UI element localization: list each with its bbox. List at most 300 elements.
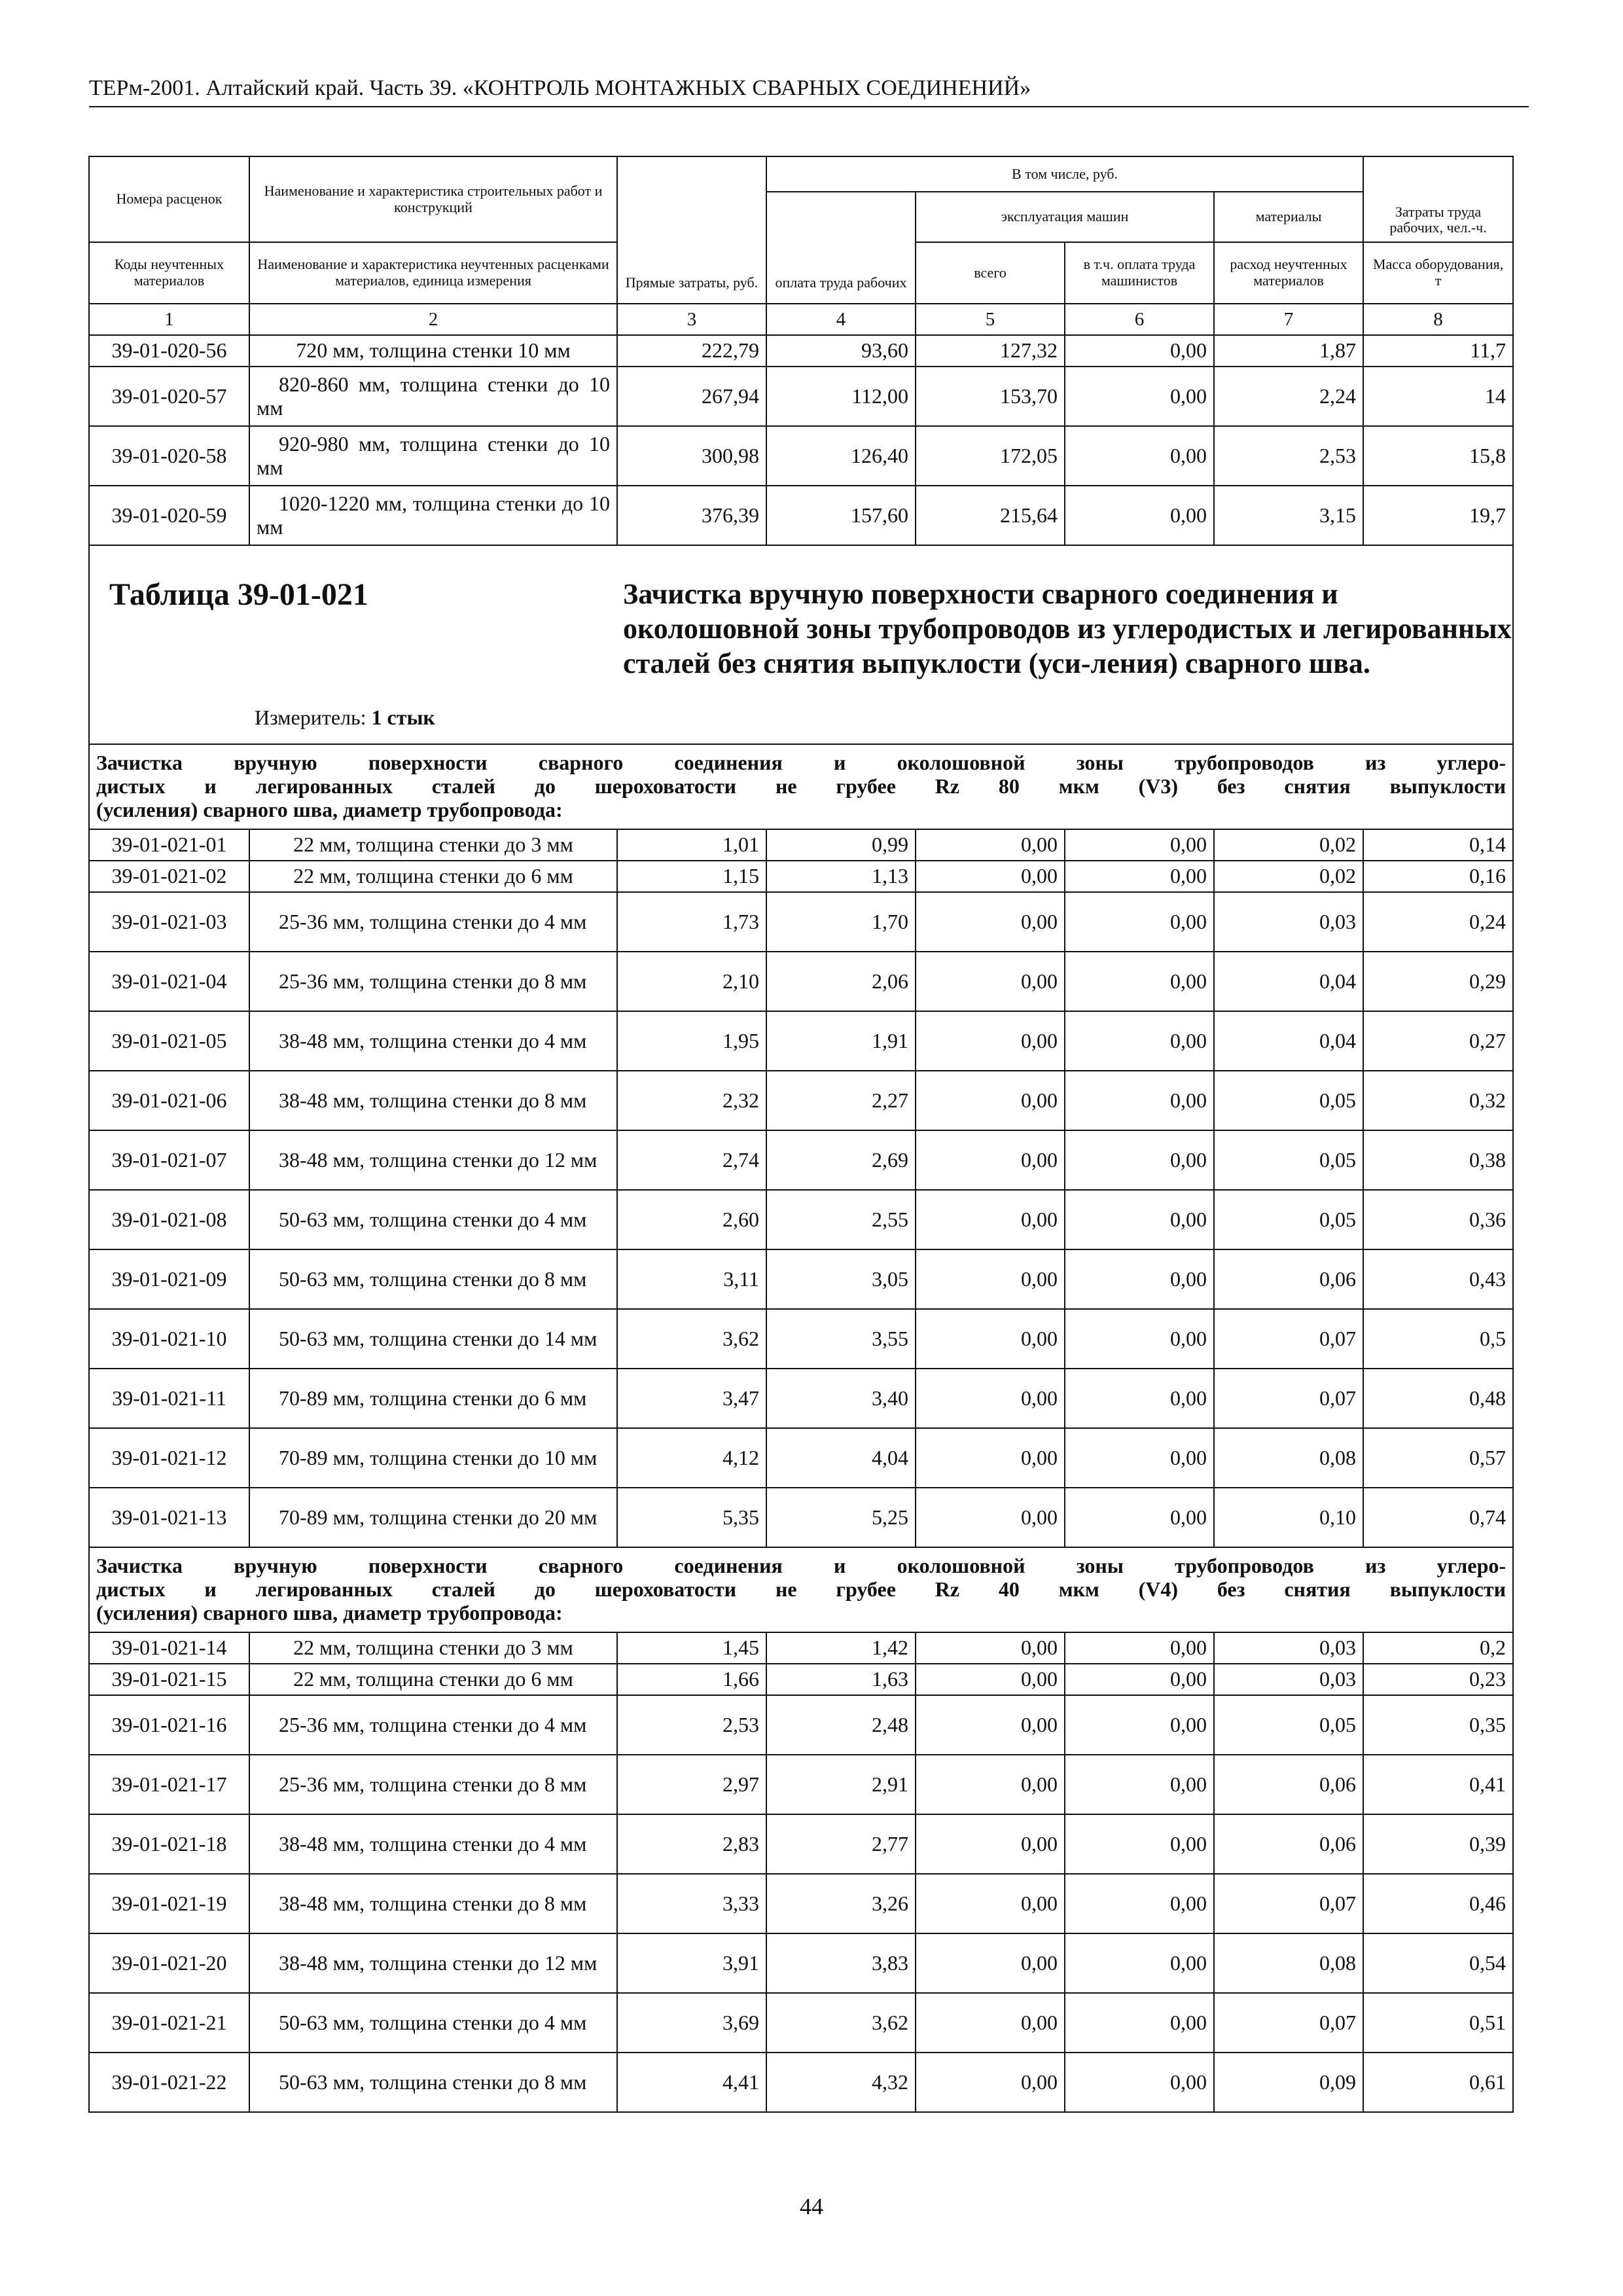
header-incl-drivers: в т.ч. оплата труда машинистов bbox=[1065, 242, 1214, 304]
value-labor: 0,23 bbox=[1363, 1664, 1513, 1695]
row-name-cell bbox=[249, 2053, 617, 2112]
value-wages: 2,06 bbox=[766, 952, 916, 1011]
row-name-cell bbox=[249, 1071, 617, 1130]
row-name: 38-48 мм, толщина стенки до 8 мм bbox=[279, 1891, 587, 1915]
header-mass: Масса оборудования, т bbox=[1363, 242, 1513, 304]
table-row bbox=[89, 1814, 1513, 1874]
row-name-cell bbox=[249, 1369, 617, 1428]
value-labor: 0,32 bbox=[1363, 1071, 1513, 1130]
row-name-cell bbox=[249, 1632, 617, 1664]
row-name: 25-36 мм, толщина стенки до 4 мм bbox=[279, 1712, 587, 1736]
table-title-block bbox=[89, 545, 1513, 744]
rate-code: 39-01-020-57 bbox=[89, 367, 249, 426]
table-row bbox=[89, 861, 1513, 892]
value-materials: 0,05 bbox=[1214, 1130, 1363, 1190]
value-machines: 0,00 bbox=[916, 1933, 1065, 1993]
value-drivers: 0,00 bbox=[1065, 829, 1214, 861]
section-heading-row bbox=[89, 744, 1513, 829]
value-machines: 0,00 bbox=[916, 2053, 1065, 2112]
table-row bbox=[89, 426, 1513, 486]
value-wages: 3,62 bbox=[766, 1993, 916, 2053]
row-name-cell bbox=[249, 1695, 617, 1755]
value-machines: 0,00 bbox=[916, 1428, 1065, 1488]
value-labor: 0,61 bbox=[1363, 2053, 1513, 2112]
value-direct: 376,39 bbox=[617, 486, 766, 545]
value-wages: 3,83 bbox=[766, 1933, 916, 1993]
rate-code: 39-01-021-09 bbox=[89, 1249, 249, 1309]
value-wages: 2,91 bbox=[766, 1755, 916, 1814]
table-row bbox=[89, 486, 1513, 545]
value-materials: 0,04 bbox=[1214, 1011, 1363, 1071]
row-name: 38-48 мм, толщина стенки до 4 мм bbox=[279, 1831, 587, 1856]
table-row bbox=[89, 335, 1513, 367]
value-labor: 0,16 bbox=[1363, 861, 1513, 892]
value-wages: 5,25 bbox=[766, 1488, 916, 1547]
value-direct: 2,97 bbox=[617, 1755, 766, 1814]
row-name: 920-980 мм, толщина стенки до 10 мм bbox=[257, 431, 610, 479]
value-wages: 93,60 bbox=[766, 335, 916, 367]
table-row bbox=[89, 1632, 1513, 1664]
value-labor: 0,35 bbox=[1363, 1695, 1513, 1755]
value-wages: 2,69 bbox=[766, 1130, 916, 1190]
value-materials: 0,08 bbox=[1214, 1933, 1363, 1993]
value-materials: 2,53 bbox=[1214, 426, 1363, 486]
value-labor: 15,8 bbox=[1363, 426, 1513, 486]
value-machines: 172,05 bbox=[916, 426, 1065, 486]
value-wages: 1,42 bbox=[766, 1632, 916, 1664]
column-number: 3 bbox=[617, 304, 766, 335]
table-row bbox=[89, 1190, 1513, 1249]
column-number: 2 bbox=[249, 304, 617, 335]
header-materials: материалы bbox=[1214, 192, 1363, 242]
value-direct: 1,66 bbox=[617, 1664, 766, 1695]
value-machines: 0,00 bbox=[916, 1249, 1065, 1309]
value-labor: 0,74 bbox=[1363, 1488, 1513, 1547]
value-machines: 0,00 bbox=[916, 1874, 1065, 1933]
value-materials: 0,04 bbox=[1214, 952, 1363, 1011]
row-name: 70-89 мм, толщина стенки до 6 мм bbox=[279, 1386, 587, 1410]
rate-code: 39-01-021-18 bbox=[89, 1814, 249, 1874]
rate-code: 39-01-021-13 bbox=[89, 1488, 249, 1547]
table-row bbox=[89, 1664, 1513, 1695]
value-direct: 2,83 bbox=[617, 1814, 766, 1874]
row-name: 38-48 мм, толщина стенки до 12 мм bbox=[279, 1950, 597, 1975]
row-name-cell bbox=[249, 1249, 617, 1309]
rate-code: 39-01-021-10 bbox=[89, 1309, 249, 1369]
value-materials: 0,03 bbox=[1214, 1664, 1363, 1695]
row-name-cell bbox=[249, 335, 617, 367]
table-title-row bbox=[89, 545, 1513, 744]
value-direct: 3,62 bbox=[617, 1309, 766, 1369]
column-number: 8 bbox=[1363, 304, 1513, 335]
table-row bbox=[89, 952, 1513, 1011]
rate-code: 39-01-020-56 bbox=[89, 335, 249, 367]
header-total: всего bbox=[916, 242, 1065, 304]
row-name: 25-36 мм, толщина стенки до 4 мм bbox=[279, 909, 587, 933]
header-name-top: Наименование и характеристика строительных работ и конструкций bbox=[249, 156, 617, 242]
value-drivers: 0,00 bbox=[1065, 1632, 1214, 1664]
value-materials: 0,02 bbox=[1214, 829, 1363, 861]
row-name: 22 мм, толщина стенки до 3 мм bbox=[293, 1636, 573, 1660]
value-drivers: 0,00 bbox=[1065, 1993, 1214, 2053]
row-name: 820-860 мм, толщина стенки до 10 мм bbox=[257, 372, 610, 420]
value-labor: 0,43 bbox=[1363, 1249, 1513, 1309]
value-machines: 0,00 bbox=[916, 1309, 1065, 1369]
value-materials: 0,05 bbox=[1214, 1071, 1363, 1130]
table-row bbox=[89, 1071, 1513, 1130]
value-drivers: 0,00 bbox=[1065, 1933, 1214, 1993]
value-direct: 1,01 bbox=[617, 829, 766, 861]
row-name: 50-63 мм, толщина стенки до 4 мм bbox=[279, 1207, 587, 1231]
rate-code: 39-01-020-58 bbox=[89, 426, 249, 486]
value-drivers: 0,00 bbox=[1065, 1488, 1214, 1547]
value-materials: 0,07 bbox=[1214, 1874, 1363, 1933]
value-materials: 0,06 bbox=[1214, 1814, 1363, 1874]
rate-code: 39-01-021-11 bbox=[89, 1369, 249, 1428]
rate-code: 39-01-020-59 bbox=[89, 486, 249, 545]
table-row bbox=[89, 829, 1513, 861]
value-direct: 5,35 bbox=[617, 1488, 766, 1547]
value-labor: 0,29 bbox=[1363, 952, 1513, 1011]
value-direct: 2,32 bbox=[617, 1071, 766, 1130]
section-heading bbox=[89, 744, 1513, 829]
value-direct: 1,45 bbox=[617, 1632, 766, 1664]
value-materials: 0,10 bbox=[1214, 1488, 1363, 1547]
value-machines: 0,00 bbox=[916, 1130, 1065, 1190]
table-row bbox=[89, 367, 1513, 426]
table-row bbox=[89, 1993, 1513, 2053]
value-machines: 0,00 bbox=[916, 1664, 1065, 1695]
value-machines: 0,00 bbox=[916, 1993, 1065, 2053]
value-materials: 3,15 bbox=[1214, 486, 1363, 545]
row-name-cell bbox=[249, 1993, 617, 2053]
table-row bbox=[89, 1428, 1513, 1488]
value-drivers: 0,00 bbox=[1065, 367, 1214, 426]
table-row bbox=[89, 2053, 1513, 2112]
value-labor: 0,27 bbox=[1363, 1011, 1513, 1071]
header-name-bottom: Наименование и характеристика неучтенных расценками материалов, единица измерения bbox=[249, 242, 617, 304]
value-drivers: 0,00 bbox=[1065, 1874, 1214, 1933]
value-materials: 0,05 bbox=[1214, 1695, 1363, 1755]
table-row bbox=[89, 1755, 1513, 1814]
value-labor: 0,5 bbox=[1363, 1309, 1513, 1369]
value-machines: 0,00 bbox=[916, 892, 1065, 952]
value-labor: 0,51 bbox=[1363, 1993, 1513, 2053]
value-direct: 267,94 bbox=[617, 367, 766, 426]
value-machines: 0,00 bbox=[916, 1369, 1065, 1428]
value-labor: 0,54 bbox=[1363, 1933, 1513, 1993]
value-drivers: 0,00 bbox=[1065, 486, 1214, 545]
value-labor: 0,41 bbox=[1363, 1755, 1513, 1814]
row-name-cell bbox=[249, 861, 617, 892]
value-wages: 157,60 bbox=[766, 486, 916, 545]
rate-code: 39-01-021-16 bbox=[89, 1695, 249, 1755]
row-name-cell bbox=[249, 1933, 617, 1993]
value-wages: 2,27 bbox=[766, 1071, 916, 1130]
value-labor: 0,38 bbox=[1363, 1130, 1513, 1190]
value-machines: 0,00 bbox=[916, 1488, 1065, 1547]
rate-code: 39-01-021-14 bbox=[89, 1632, 249, 1664]
value-wages: 126,40 bbox=[766, 426, 916, 486]
table-row bbox=[89, 1695, 1513, 1755]
row-name: 38-48 мм, толщина стенки до 4 мм bbox=[279, 1028, 587, 1052]
value-wages: 1,63 bbox=[766, 1664, 916, 1695]
rate-code: 39-01-021-01 bbox=[89, 829, 249, 861]
table-row bbox=[89, 1488, 1513, 1547]
value-drivers: 0,00 bbox=[1065, 1249, 1214, 1309]
value-labor: 19,7 bbox=[1363, 486, 1513, 545]
row-name-cell bbox=[249, 1664, 617, 1695]
value-wages: 4,32 bbox=[766, 2053, 916, 2112]
value-machines: 0,00 bbox=[916, 1632, 1065, 1664]
row-name: 50-63 мм, толщина стенки до 14 мм bbox=[279, 1326, 597, 1350]
section-heading-line: дистых и легированных сталей до шероховатости не грубее Rz 80 мкм (V3) без снятия выпуклости bbox=[96, 774, 1507, 798]
table-row bbox=[89, 1130, 1513, 1190]
value-labor: 0,48 bbox=[1363, 1369, 1513, 1428]
header-machines: эксплуатация машин bbox=[916, 192, 1214, 242]
rate-code: 39-01-021-17 bbox=[89, 1755, 249, 1814]
table-row bbox=[89, 1933, 1513, 1993]
row-name: 22 мм, толщина стенки до 3 мм bbox=[293, 833, 573, 857]
measure-unit-value: 1 стык bbox=[371, 706, 435, 729]
row-name-cell bbox=[249, 486, 617, 545]
page-number: 44 bbox=[800, 2193, 823, 2219]
value-labor: 11,7 bbox=[1363, 335, 1513, 367]
value-machines: 0,00 bbox=[916, 1190, 1065, 1249]
row-name: 70-89 мм, толщина стенки до 10 мм bbox=[279, 1445, 597, 1469]
row-name: 25-36 мм, толщина стенки до 8 мм bbox=[279, 969, 587, 993]
value-materials: 0,06 bbox=[1214, 1249, 1363, 1309]
column-number: 1 bbox=[89, 304, 249, 335]
header-incl: В том числе, руб. bbox=[766, 156, 1363, 192]
value-labor: 14 bbox=[1363, 367, 1513, 426]
value-machines: 0,00 bbox=[916, 952, 1065, 1011]
value-drivers: 0,00 bbox=[1065, 1130, 1214, 1190]
header-labor: Затраты труда рабочих, чел.-ч. bbox=[1363, 156, 1513, 242]
value-direct: 2,10 bbox=[617, 952, 766, 1011]
value-direct: 4,12 bbox=[617, 1428, 766, 1488]
row-name: 50-63 мм, толщина стенки до 8 мм bbox=[279, 1266, 587, 1291]
row-name-cell bbox=[249, 367, 617, 426]
value-machines: 0,00 bbox=[916, 861, 1065, 892]
row-name: 50-63 мм, толщина стенки до 8 мм bbox=[279, 2070, 587, 2094]
value-direct: 222,79 bbox=[617, 335, 766, 367]
rate-code: 39-01-021-21 bbox=[89, 1993, 249, 2053]
value-wages: 4,04 bbox=[766, 1428, 916, 1488]
value-direct: 300,98 bbox=[617, 426, 766, 486]
value-wages: 3,55 bbox=[766, 1309, 916, 1369]
row-name: 38-48 мм, толщина стенки до 12 мм bbox=[279, 1147, 597, 1172]
value-drivers: 0,00 bbox=[1065, 952, 1214, 1011]
header-code-bottom: Коды неучтенных материалов bbox=[89, 242, 249, 304]
row-name-cell bbox=[249, 1309, 617, 1369]
value-labor: 0,2 bbox=[1363, 1632, 1513, 1664]
value-direct: 3,69 bbox=[617, 1993, 766, 2053]
value-machines: 0,00 bbox=[916, 1814, 1065, 1874]
rate-code: 39-01-021-03 bbox=[89, 892, 249, 952]
value-wages: 112,00 bbox=[766, 367, 916, 426]
rate-code: 39-01-021-20 bbox=[89, 1933, 249, 1993]
row-name-cell bbox=[249, 426, 617, 486]
value-materials: 0,02 bbox=[1214, 861, 1363, 892]
value-drivers: 0,00 bbox=[1065, 892, 1214, 952]
section-heading-line: Зачистка вручную поверхности сварного соединения и околошовной зоны трубопроводов из углеро- bbox=[96, 751, 1507, 775]
section-heading-line: дистых и легированных сталей до шероховатости не грубее Rz 40 мкм (V4) без снятия выпуклости bbox=[96, 1577, 1507, 1602]
value-machines: 0,00 bbox=[916, 1755, 1065, 1814]
value-wages: 1,13 bbox=[766, 861, 916, 892]
row-name: 50-63 мм, толщина стенки до 4 мм bbox=[279, 2010, 587, 2034]
rate-code: 39-01-021-19 bbox=[89, 1874, 249, 1933]
price-table bbox=[88, 156, 1514, 2113]
table-body bbox=[89, 156, 1513, 2112]
row-name: 25-36 мм, толщина стенки до 8 мм bbox=[279, 1772, 587, 1796]
value-drivers: 0,00 bbox=[1065, 1814, 1214, 1874]
rate-code: 39-01-021-12 bbox=[89, 1428, 249, 1488]
row-name-cell bbox=[249, 892, 617, 952]
row-name-cell bbox=[249, 1874, 617, 1933]
value-drivers: 0,00 bbox=[1065, 1011, 1214, 1071]
table-row bbox=[89, 1369, 1513, 1428]
column-number: 7 bbox=[1214, 304, 1363, 335]
value-materials: 0,09 bbox=[1214, 2053, 1363, 2112]
column-number: 4 bbox=[766, 304, 916, 335]
rate-code: 39-01-021-07 bbox=[89, 1130, 249, 1190]
value-direct: 1,73 bbox=[617, 892, 766, 952]
value-direct: 1,95 bbox=[617, 1011, 766, 1071]
value-drivers: 0,00 bbox=[1065, 861, 1214, 892]
value-drivers: 0,00 bbox=[1065, 2053, 1214, 2112]
value-drivers: 0,00 bbox=[1065, 335, 1214, 367]
section-heading-line: Зачистка вручную поверхности сварного соединения и околошовной зоны трубопроводов из углеро- bbox=[96, 1554, 1507, 1578]
rate-code: 39-01-021-05 bbox=[89, 1011, 249, 1071]
value-drivers: 0,00 bbox=[1065, 1755, 1214, 1814]
measure-unit-label: Измеритель: bbox=[255, 706, 366, 729]
row-name: 22 мм, толщина стенки до 6 мм bbox=[293, 864, 573, 888]
value-materials: 0,07 bbox=[1214, 1993, 1363, 2053]
value-wages: 3,05 bbox=[766, 1249, 916, 1309]
value-drivers: 0,00 bbox=[1065, 1369, 1214, 1428]
value-direct: 3,33 bbox=[617, 1874, 766, 1933]
value-materials: 0,07 bbox=[1214, 1369, 1363, 1428]
value-direct: 3,91 bbox=[617, 1933, 766, 1993]
value-direct: 3,47 bbox=[617, 1369, 766, 1428]
value-machines: 0,00 bbox=[916, 1011, 1065, 1071]
section-heading-row bbox=[89, 1547, 1513, 1632]
value-drivers: 0,00 bbox=[1065, 1695, 1214, 1755]
rate-code: 39-01-021-02 bbox=[89, 861, 249, 892]
value-drivers: 0,00 bbox=[1065, 1190, 1214, 1249]
table-number: Таблица 39-01-021 bbox=[109, 577, 368, 612]
value-materials: 2,24 bbox=[1214, 367, 1363, 426]
header-wages: оплата труда рабочих bbox=[766, 192, 916, 304]
value-wages: 2,55 bbox=[766, 1190, 916, 1249]
row-name: 70-89 мм, толщина стенки до 20 мм bbox=[279, 1505, 597, 1529]
value-machines: 0,00 bbox=[916, 1695, 1065, 1755]
row-name: 38-48 мм, толщина стенки до 8 мм bbox=[279, 1088, 587, 1112]
row-name-cell bbox=[249, 1011, 617, 1071]
column-number: 6 bbox=[1065, 304, 1214, 335]
value-direct: 2,60 bbox=[617, 1190, 766, 1249]
value-machines: 0,00 bbox=[916, 1071, 1065, 1130]
value-wages: 2,48 bbox=[766, 1695, 916, 1755]
value-materials: 0,07 bbox=[1214, 1309, 1363, 1369]
value-labor: 0,46 bbox=[1363, 1874, 1513, 1933]
value-machines: 153,70 bbox=[916, 367, 1065, 426]
value-materials: 0,03 bbox=[1214, 892, 1363, 952]
row-name: 720 мм, толщина стенки 10 мм bbox=[296, 338, 571, 363]
row-name: 1020-1220 мм, толщина стенки до 10 мм bbox=[257, 491, 610, 539]
header-unaccounted: расход неучтенных материалов bbox=[1214, 242, 1363, 304]
table-row bbox=[89, 1011, 1513, 1071]
table-title: Зачистка вручную поверхности сварного соединения и околошовной зоны трубопроводов из углеродистых и легированных сталей без снятия выпуклости (уси-ления) сварного шва. bbox=[623, 578, 1512, 679]
value-wages: 1,91 bbox=[766, 1011, 916, 1071]
table-row bbox=[89, 892, 1513, 952]
rate-code: 39-01-021-22 bbox=[89, 2053, 249, 2112]
value-direct: 3,11 bbox=[617, 1249, 766, 1309]
value-drivers: 0,00 bbox=[1065, 1071, 1214, 1130]
row-name-cell bbox=[249, 1190, 617, 1249]
value-wages: 3,26 bbox=[766, 1874, 916, 1933]
row-name-cell bbox=[249, 829, 617, 861]
value-labor: 0,57 bbox=[1363, 1428, 1513, 1488]
measure-unit bbox=[255, 706, 435, 730]
section-heading-line: (усиления) сварного шва, диаметр трубопровода: bbox=[96, 1600, 563, 1624]
row-name-cell bbox=[249, 1488, 617, 1547]
table-row bbox=[89, 1874, 1513, 1933]
value-wages: 2,77 bbox=[766, 1814, 916, 1874]
value-direct: 1,15 bbox=[617, 861, 766, 892]
value-machines: 0,00 bbox=[916, 829, 1065, 861]
rate-code: 39-01-021-04 bbox=[89, 952, 249, 1011]
value-materials: 1,87 bbox=[1214, 335, 1363, 367]
header-direct: Прямые затраты, руб. bbox=[617, 156, 766, 304]
value-materials: 0,06 bbox=[1214, 1755, 1363, 1814]
rate-code: 39-01-021-08 bbox=[89, 1190, 249, 1249]
column-number: 5 bbox=[916, 304, 1065, 335]
row-name-cell bbox=[249, 1755, 617, 1814]
value-drivers: 0,00 bbox=[1065, 426, 1214, 486]
value-labor: 0,24 bbox=[1363, 892, 1513, 952]
section-heading bbox=[89, 1547, 1513, 1632]
value-labor: 0,14 bbox=[1363, 829, 1513, 861]
row-name-cell bbox=[249, 952, 617, 1011]
value-materials: 0,05 bbox=[1214, 1190, 1363, 1249]
section-heading-line: (усиления) сварного шва, диаметр трубопровода: bbox=[96, 797, 563, 821]
value-wages: 0,99 bbox=[766, 829, 916, 861]
value-machines: 127,32 bbox=[916, 335, 1065, 367]
value-direct: 2,53 bbox=[617, 1695, 766, 1755]
value-drivers: 0,00 bbox=[1065, 1664, 1214, 1695]
header-code-top: Номера расценок bbox=[89, 156, 249, 242]
rate-code: 39-01-021-15 bbox=[89, 1664, 249, 1695]
value-direct: 2,74 bbox=[617, 1130, 766, 1190]
row-name-cell bbox=[249, 1814, 617, 1874]
header-rule bbox=[89, 106, 1529, 107]
value-machines: 215,64 bbox=[916, 486, 1065, 545]
rate-code: 39-01-021-06 bbox=[89, 1071, 249, 1130]
value-labor: 0,39 bbox=[1363, 1814, 1513, 1874]
value-wages: 1,70 bbox=[766, 892, 916, 952]
row-name-cell bbox=[249, 1130, 617, 1190]
page-header: ТЕРм-2001. Алтайский край. Часть 39. «КОНТРОЛЬ МОНТАЖНЫХ СВАРНЫХ СОЕДИНЕНИЙ» bbox=[89, 76, 1031, 100]
row-name: 22 мм, толщина стенки до 6 мм bbox=[293, 1667, 573, 1691]
value-direct: 4,41 bbox=[617, 2053, 766, 2112]
value-materials: 0,03 bbox=[1214, 1632, 1363, 1664]
value-drivers: 0,00 bbox=[1065, 1309, 1214, 1369]
table-row bbox=[89, 1249, 1513, 1309]
value-materials: 0,08 bbox=[1214, 1428, 1363, 1488]
row-name-cell bbox=[249, 1428, 617, 1488]
